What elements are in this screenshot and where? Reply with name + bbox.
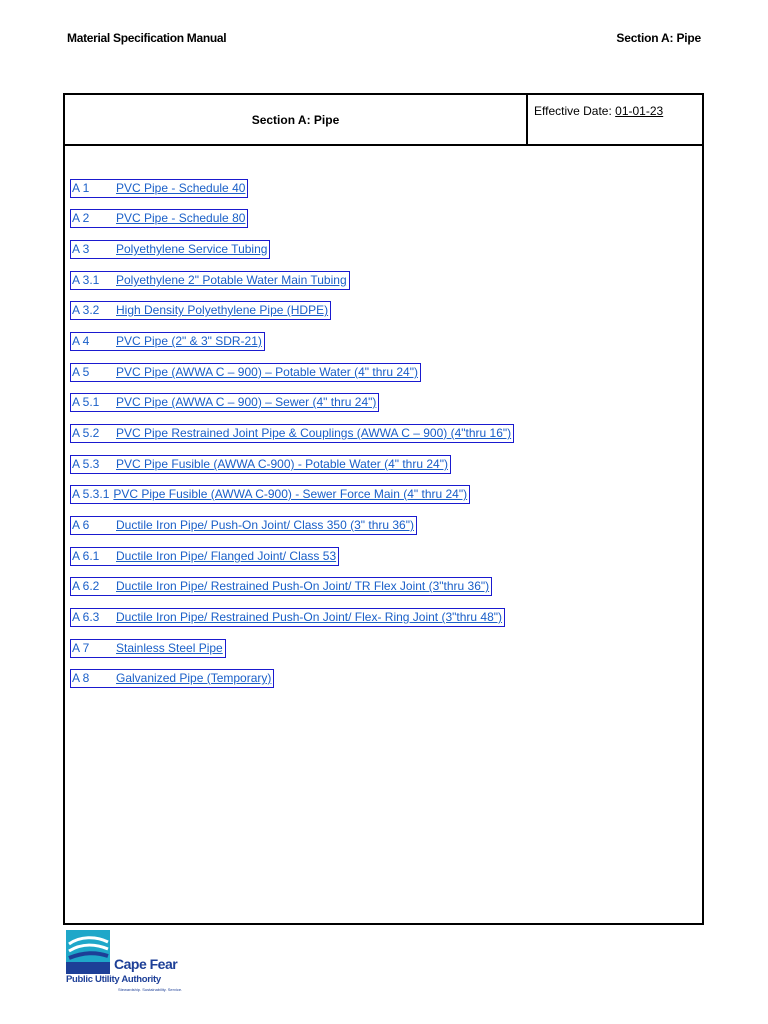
toc-link-a4[interactable] [70, 332, 265, 351]
toc-label: Polyethylene 2" Potable Water Main Tubing [116, 273, 347, 287]
toc-label: Ductile Iron Pipe/ Restrained Push-On Joint/ Flex- Ring Joint (3"thru 48") [116, 610, 503, 624]
toc-code: A 6.3 [72, 610, 100, 624]
logo-subtitle: Public Utility Authority [66, 974, 161, 985]
toc-label: Stainless Steel Pipe [116, 641, 223, 655]
toc-link-a5-1[interactable] [70, 393, 379, 412]
toc-code: A 8 [72, 671, 90, 685]
toc-link-a6-3[interactable] [70, 608, 505, 627]
toc-link-a5[interactable] [70, 363, 421, 382]
toc-code: A 3.1 [72, 273, 100, 287]
toc-link-a7[interactable] [70, 639, 226, 658]
toc-link-a8[interactable] [70, 669, 274, 688]
spec-table [63, 93, 704, 925]
toc-code: A 6 [72, 518, 90, 532]
toc-code: A 2 [72, 211, 90, 225]
section-title-header: Section A: Pipe [616, 31, 701, 45]
toc-label: PVC Pipe Fusible (AWWA C-900) - Sewer Force Main (4" thru 24") [113, 487, 468, 501]
toc-code: A 3.2 [72, 303, 100, 317]
toc-label: PVC Pipe Fusible (AWWA C-900) - Potable Water (4" thru 24") [116, 457, 448, 471]
toc-label: Polyethylene Service Tubing [116, 242, 268, 256]
toc-link-a3-2[interactable] [70, 301, 331, 320]
toc-link-a6-1[interactable] [70, 547, 339, 566]
toc-code: A 5 [72, 365, 90, 379]
effective-date-cell [526, 95, 704, 144]
toc-label: PVC Pipe Restrained Joint Pipe & Couplings (AWWA C – 900) (4"thru 16") [116, 426, 512, 440]
toc-label: High Density Polyethylene Pipe (HDPE) [116, 303, 329, 317]
effective-date-label: Effective Date: [534, 104, 616, 118]
toc-label: Ductile Iron Pipe/ Restrained Push-On Joint/ TR Flex Joint (3"thru 36") [116, 579, 490, 593]
toc-label: PVC Pipe - Schedule 40 [116, 181, 246, 195]
toc-code: A 5.2 [72, 426, 100, 440]
toc-code: A 6.1 [72, 549, 100, 563]
manual-title: Material Specification Manual [67, 31, 227, 45]
toc-link-a2[interactable] [70, 209, 248, 228]
toc-code: A 1 [72, 181, 90, 195]
table-title-row [65, 95, 702, 146]
toc-code: A 3 [72, 242, 90, 256]
toc-label: Ductile Iron Pipe/ Push-On Joint/ Class 350 (3" thru 36") [116, 518, 414, 532]
toc-code: A 4 [72, 334, 90, 348]
toc-label: PVC Pipe (2" & 3" SDR-21) [116, 334, 262, 348]
toc-link-a5-3-1[interactable] [70, 485, 470, 504]
table-section-title: Section A: Pipe [251, 112, 340, 127]
toc-link-a5-2[interactable] [70, 424, 514, 443]
toc-link-a5-3[interactable] [70, 455, 451, 474]
toc-code: A 7 [72, 641, 90, 655]
logo-tagline: Stewardship. Sustainability. Service. [118, 987, 183, 992]
toc-label: PVC Pipe (AWWA C – 900) – Potable Water (4" thru 24") [116, 365, 418, 379]
toc-link-a3-1[interactable] [70, 271, 350, 290]
toc-link-a1[interactable] [70, 179, 248, 198]
toc-label: PVC Pipe (AWWA C – 900) – Sewer (4" thru 24") [116, 395, 377, 409]
effective-date-value: 01-01-23 [615, 104, 664, 118]
toc-code: A 5.3 [72, 457, 100, 471]
toc-link-a6[interactable] [70, 516, 417, 535]
toc-code: A 5.1 [72, 395, 100, 409]
toc-link-a3[interactable] [70, 240, 270, 259]
toc-code: A 5.3.1 [72, 487, 110, 501]
toc-code: A 6.2 [72, 579, 100, 593]
toc-label: Ductile Iron Pipe/ Flanged Joint/ Class 53 [116, 549, 337, 563]
toc-label: PVC Pipe - Schedule 80 [116, 211, 246, 225]
toc-link-a6-2[interactable] [70, 577, 492, 596]
toc-label: Galvanized Pipe (Temporary) [116, 671, 272, 685]
logo-name: Cape Fear [114, 956, 178, 972]
